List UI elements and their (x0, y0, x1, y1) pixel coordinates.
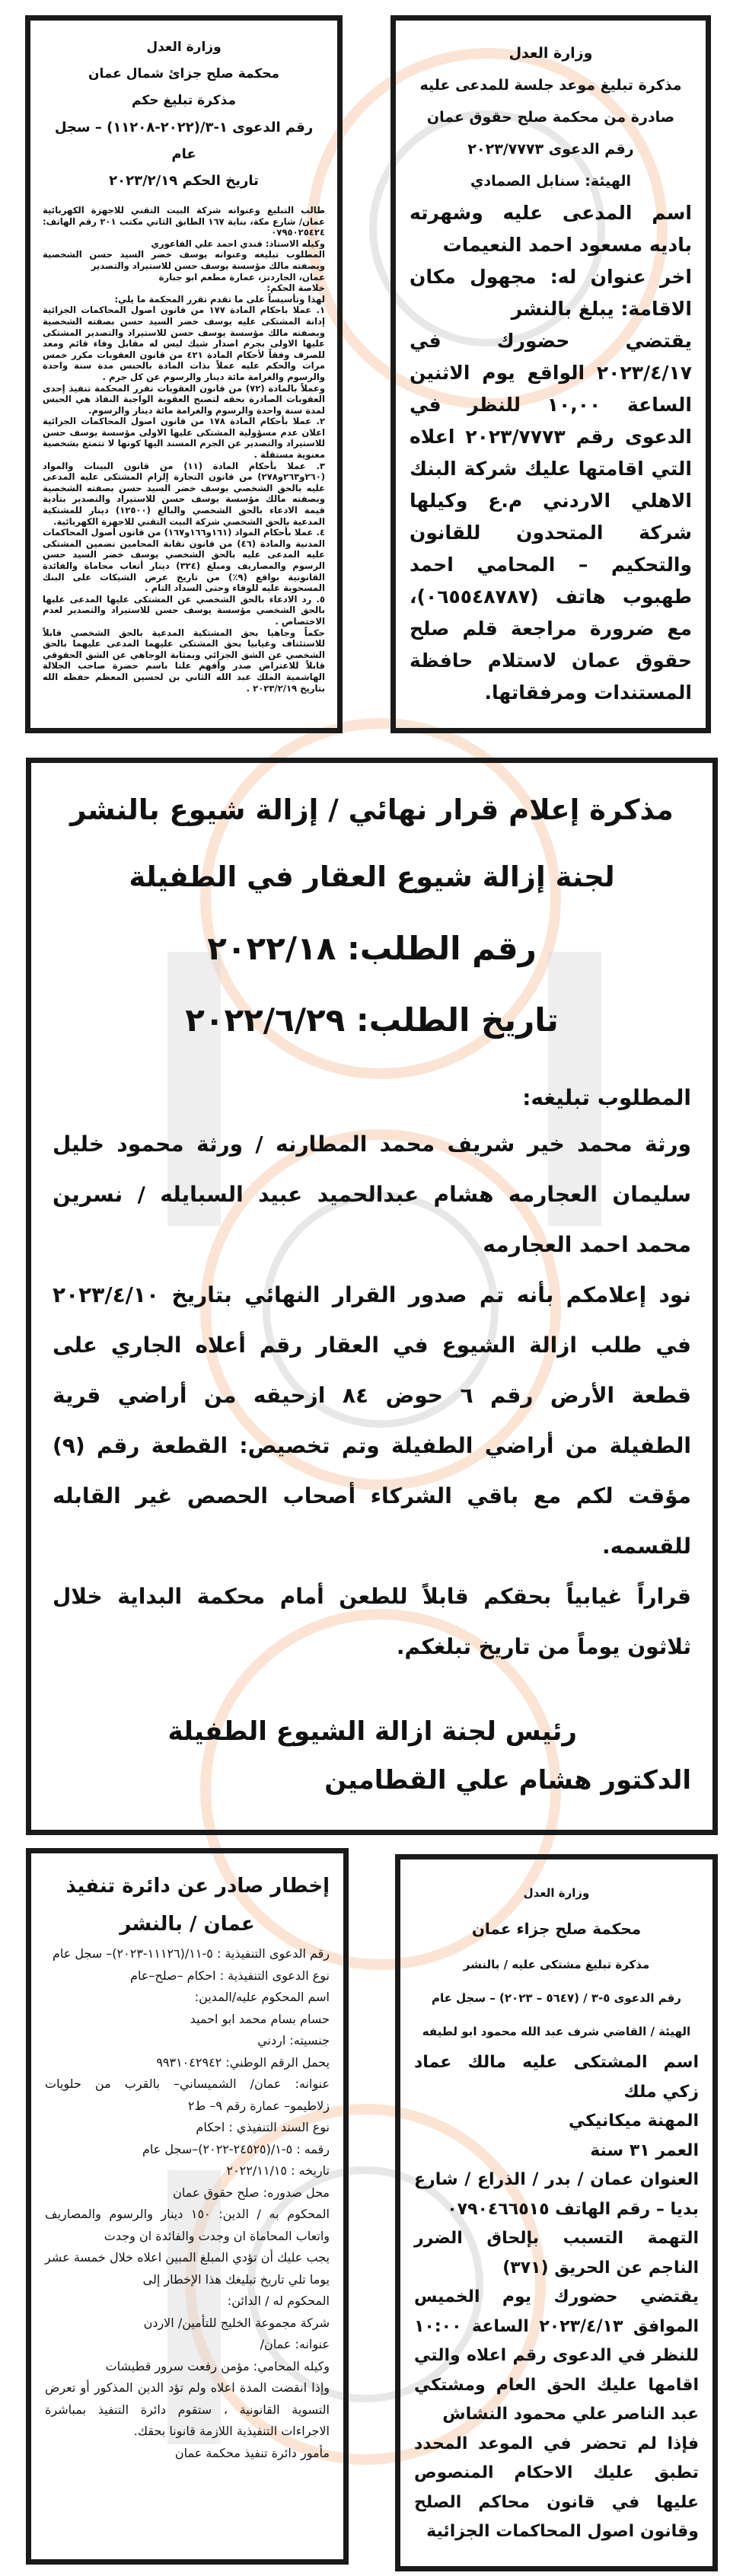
defendant-address: اخر عنوان له: مجهول مكان الاقامة: يبلغ بالنشر (410, 266, 692, 320)
notice-final-decision-tafila (26, 758, 718, 1835)
instrument-date: تاريخه : ٢٠٢٢/١١/١٥ (226, 2163, 330, 2178)
hearing-paragraph: يقتضي حضورك يوم الخميس الموافق ٢٠٢٣/٤/١٣ الساعة ١٠:٠٠ للنظر في الدعوى رقم اعلاه والتي اقامها عليك الحق العام ومشتكي عبد الناصر علي محمود النشاش (414, 2287, 699, 2424)
body-paragraph: حكماً وجاهيا بحق المشتكية المدعية بالحق الشخصي قابلاً للاستئناف وغيابيا بحق المشتكى عليهما المدعى عليهما بالحق الشخصي عن الشق الجزائي وبمثابة الوجاهي عن الشق الحقوقي قابلاً للاعتراض صدر وأفهم علنا باسم حضرة صاحب الجلالة الهاشمية الملك عبد الله الثاني بن لحسين المعظم حفظه الله بتاريخ ٢٠٢٣/٢/١٩ . (43, 627, 325, 694)
summary-label: خلاصة الحكم: (266, 282, 325, 294)
hearing-paragraph: يقتضي حضورك في ٢٠٢٣/٤/١٧ الواقع يوم الاثنين الساعة ١٠,٠٠ للنظر في الدعوى رقم ٢٠٢٣/٧٧٧٣ اعلاه التي اقامتها عليك شركة البنك الاهلي الاردني م.ع وكيلها شركة المتحدون للقانون والتحكيم – المحامي احمد طهبوب هاتف (٠٦٥٥٤٨٧٨٧)، مع ضرورة مراجعة قلم صلح حقوق عمان لاستلام حافظة المستندات ومرفقاتها. (410, 330, 693, 704)
notice-title: إخطار صادر عن دائرة تنفيذ (65, 1875, 330, 1898)
creditor-name: شركة مجموعة الخليج للتأمين/ الاردن (143, 2315, 330, 2330)
panel-heading: الهيئة / القاضي شرف عبد الله محمود ابو لطيفه (422, 2025, 691, 2038)
court-heading: محكمة صلح جزاء عمان (471, 1920, 642, 1938)
notice-title: مذكرة إعلام قرار نهائي / إزالة شيوع بالنشر (70, 793, 674, 826)
to-notify-label: المطلوب تبليغه: (522, 1085, 691, 1110)
creditor-label: المحكوم له / الدائن: (227, 2294, 330, 2308)
debtor-name: حسام بسام محمد ابو احميد (190, 2011, 330, 2026)
memo-heading: مذكرة تبليغ موعد جلسة للمدعى عليه (419, 77, 682, 94)
body-paragraph: ٤. عملا بأحكام المواد (١٦١و١٦٦و١٦٧) من قانون أصول المحاكمات المدنية والمادة (٤٦) من قانون نقابة المحامين تضمين المشتكى عليه المدعى عليه بالحق الشخصي يوسف خضر السيد حسن الرسوم والمصاريف ومبلغ (٣٢٤) دينار أتعاب محاماة والفائدة القانونية بواقع (٩٪) من تاريخ عرض الشيكات على البنك المسحوبة عليه للوفاء وحتى السداد التام . (43, 527, 325, 594)
signature-name: الدكتور هشام علي القطامين (324, 1765, 691, 1796)
case-number: رقم الدعوى ٥-٣ / (٥٦٤٧ – ٢٠٢٣) – سجل عام (432, 1991, 681, 2005)
attorney-paragraph: وكيله الاستاذ: فندي احمد علي الفاعوري (151, 238, 325, 249)
warning-paragraph: فإذا لم تحضر في الموعد المحدد تطبق عليك الاحكام المنصوص عليها في قانون محاكم الصلح وقانون اصول المحاكمات الجزائية (414, 2434, 699, 2541)
court-heading: محكمة صلح جزائ شمال عمان (88, 66, 280, 81)
judgment-date: تاريخ الحكم ٢٠٢٣/٢/١٩ (109, 173, 259, 189)
case-number: رقم الدعوى ٢٠٢٣/٧٧٧٣ (467, 141, 634, 158)
request-number: رقم الطلب: ٢٠٢٢/١٨ (207, 930, 537, 967)
panel-heading: الهيئة: سنابل الصمادي (470, 173, 632, 190)
signature: مأمور دائرة تنفيذ محكمة عمان (174, 2445, 330, 2460)
debtor-address: عنوانه: عمان/ الشميساني– بالقرب من حلويات زلاطيمو– عمارة رقم ٩– ط٢ (45, 2076, 330, 2113)
issuer-heading: صادرة من محكمة صلح حقوق عمان (426, 109, 675, 126)
payment-deadline: يجب عليك أن تؤدي المبلغ المبين اعلاه خلال خمسة عشر يوما تلي تاريخ تبليغك هذا الإخطار إلى (45, 2250, 330, 2287)
warning-paragraph: وإذا انقضت المدة اعلاه ولم تؤد الدين المذكور أو تعرض التسوية القانونية ، ستقوم دائرة التنفيذ بمباشرة الاجراءات التنفيذية اللازمة قانونا بحقك. (45, 2380, 330, 2438)
body-paragraph: ٥. رد الادعاء بالحق الشخصي عن المشتكى عليها المدعى عليها بالحق الشخصي مؤسسة يوسف حسن للاستيراد والتصدير لعدم الاختصاص . (43, 593, 325, 627)
debtor-national-id: يحمل الرقم الوطني: ٩٩٣١٠٤٢٩٤٢ (156, 2054, 330, 2070)
requester-paragraph: طالب التبليغ وعنوانه شركة البيت التقني للاجهزة الكهربائية عمان/ شارع مكة، بناية ١٦٧ الطابق الثاني مكتب ٢٠١ رقم الهاتف: ٠٧٩٥٠٢٥٤٢٤ (43, 205, 325, 238)
accused-address: العنوان عمان / بدر / الذراع / شارع بديا – رقم الهاتف ٠٧٩٠٤٦٦٥١٥ (414, 2170, 699, 2219)
notice-hearing-date-amman (391, 15, 711, 733)
charge: التهمة التسبب بإلحاق الضرر الناجم عن الحريق (٣٧١) (414, 2229, 699, 2278)
ministry-heading: وزارة العدل (523, 1886, 590, 1900)
ministry-heading: وزارة العدل (508, 45, 593, 62)
body-paragraph: ٢. عملا بأحكام المادة ١٧٨ من قانون اصول المحاكمات الجزائية اعلان عدم مسؤولية المشتكى عليها الاولى مؤسسة يوسف حسن للاستيراد والتصدير عن الجرم المسند اليها كونها لا تتمتع بشخصية معنوية مستقلة . (43, 416, 326, 461)
respondent-paragraph: المطلوب تبليغه وعنوانه يوسف خضر السيد حسن الشخصية وبصفته مالك مؤسسة يوسف حسن للاستيراد والتصدير (43, 249, 325, 271)
instrument-issuer: محل صدوره: صلح حقوق عمان (173, 2185, 330, 2200)
case-number: رقم الدعوى ١-٣/(٢٠٢٢-١١٢٠٨) – سجل عام (54, 120, 314, 162)
debt-amount: المحكوم به / الدين: ١٥٠ دينار والرسوم والمصاريف واتعاب المحاماة ان وجدت والفائدة ان وجدت (45, 2207, 330, 2243)
notice-accused-summons-amman (395, 1854, 718, 2571)
debtor-label: اسم المحكوم عليه/المدين: (194, 1990, 330, 2004)
appeal-paragraph: قراراً غيابياً بحقكم قابلاً للطعن أمام محكمة البداية خلال ثلاثون يوماً من تاريخ تبلغكم. (53, 1584, 691, 1659)
address-paragraph: عمان، الجاردنز، عمارة مطعم ابو جبارة (158, 271, 325, 282)
accused-profession: المهنة ميكانيكي (568, 2112, 699, 2131)
notice-subtitle: عمان / بالنشر (120, 1913, 255, 1936)
ministry-heading: وزارة العدل (146, 40, 222, 55)
defendant-name: اسم المدعى عليه وشهرته باديه مسعود احمد النعيمات (410, 202, 692, 256)
memo-heading: مذكرة تبليغ حكم (132, 93, 236, 108)
creditor-attorney: وكيله المحامي: مؤمن رفعت سرور قطيشات (105, 2358, 330, 2373)
decision-paragraph: نود إعلامكم بأنه تم صدور القرار النهائي بتاريخ ٢٠٢٣/٤/١٠ في طلب ازالة الشيوع في العقار رقم أعلاه الجاري على قطعة الأرض رقم ٦ حوض ٨٤ ازحيقه من أراضي قرية الطفيلة من أراضي الطفيلة وتم تخصيص: القطعة رقم (٩) مؤقت لكم مع باقي الشركاء أصحاب الحصص غير القابله للقسمه. (53, 1282, 692, 1559)
notice-execution-amman (26, 1848, 349, 2565)
body-paragraph: وعملاً بالمادة (٧٢) من قانون العقوبات تقرر المحكمة تنفيذ إحدى العقوبات الصادرة بحقه لتصبح العقوبة الواجبة النفاذ هي الحبس لمدة سنة واحدة والرسوم والغرامة مائة دينار والرسوم. (43, 382, 325, 416)
execution-case-type: نوع الدعوى التنفيذية : احكام –صلح–عام (130, 1968, 330, 1983)
body-paragraph: لهذا وتأسيساً على ما تقدم تقرر المحكمة ما يلي: (114, 293, 325, 305)
request-date: تاريخ الطلب: ٢٠٢٢/٦/٢٩ (185, 1001, 559, 1039)
memo-heading: مذكرة تبليغ مشتكى عليه / بالنشر (463, 1958, 650, 1971)
debtor-nationality: جنسيته: اردني (257, 2033, 330, 2048)
creditor-address: عنوانه: عمان/ (260, 2337, 330, 2351)
committee-heading: لجنة إزالة شيوع العقار في الطفيلة (129, 860, 615, 893)
instrument-number: رقمه : ٥-١/(٢٤٥٢٥-٢٠٢٢)–سجل عام (142, 2141, 330, 2156)
instrument-type: نوع السند التنفيذي : احكام (196, 2120, 330, 2134)
execution-case-number: رقم الدعوى التنفيذية : ٥-١١/(١١١٢٦-٢٠٢٣)– سجل عام (52, 1946, 330, 1961)
heirs-names: ورثة محمد خير شريف محمد المطارنه / ورثة محمود خليل سليمان العجارمه هشام عبدالحميد عبيد السبايله / نسرين محمد احمد العجارمه (53, 1132, 691, 1257)
signature-title: رئيس لجنة ازالة الشيوع الطفيلة (167, 1716, 577, 1747)
accused-name: اسم المشتكى عليه مالك عماد زكي ملك (414, 2053, 699, 2102)
accused-age: العمر ٣١ سنة (590, 2140, 699, 2160)
body-paragraph: ١. عملا باحكام المادة ١٧٧ من قانون اصول المحاكمات الجزائية إدانة المشتكى عليه يوسف خضر السيد حسن بصفته الشخصية وبصفته مالك مؤسسة يوسف حسن للاستيراد والتصدير المشتكى عليها الاولى بجرم اصدار شيك ليس له مقابل وفاء قائم ومعد للصرف وفقاً لأحكام المادة ٤٢١ من قانون العقوبات مكرر خمس مرات والحكم عليه عملاً بذات المادة بالحبس مدة سنة واحدة والرسوم والغرامة مائة دينار والرسوم عن كل جرم . (43, 305, 326, 382)
notice-judgment-north-amman (25, 15, 343, 733)
body-paragraph: ٣. عملا بأحكام المادة (١١) من قانون البينات والمواد (٢٦٠و٢٦٣و٢٧٨) من قانون التجارة إلزام المشتكى عليه المدعى عليه بالحق الشخصي يوسف خضر السيد حسن بصفته الشخصية وبصفته مالك مؤسسة يوسف حسن للاستيراد والتصدير بتأدية قيمة الادعاء بالحق الشخصي والبالغ (١٢٥٠٠) دينار للمشتكية المدعية بالحق الشخصي شركة البيت التقني للاجهزة الكهربائية. (43, 460, 325, 527)
